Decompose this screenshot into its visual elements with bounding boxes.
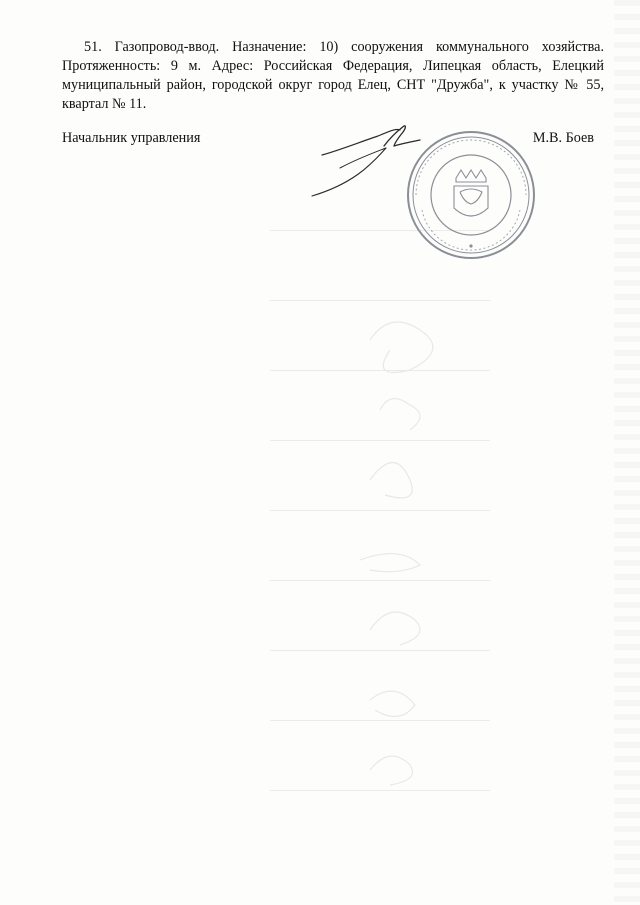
ghost-line <box>270 580 490 581</box>
signer-position: Начальник управления <box>62 130 201 146</box>
ghost-line <box>270 440 490 441</box>
scan-edge-noise <box>614 0 640 905</box>
ghost-line <box>270 790 490 791</box>
handwritten-signature-icon <box>300 108 450 208</box>
ghost-line <box>270 370 490 371</box>
ghost-line <box>270 300 490 301</box>
ghost-line <box>270 650 490 651</box>
registry-item-text: 51. Газопровод-ввод. Назначение: 10) сооружения коммунального хозяйства. Протяженность: 9 м. Адрес: Российская Федерация, Липецкая область, Елецкий муниципальный район, городской округ город Елец, СНТ "Дружба", к участку № 55, квартал № 11. <box>62 39 604 112</box>
signer-name: М.В. Боев <box>532 130 594 146</box>
ghost-line <box>270 720 490 721</box>
ghost-line <box>270 510 490 511</box>
